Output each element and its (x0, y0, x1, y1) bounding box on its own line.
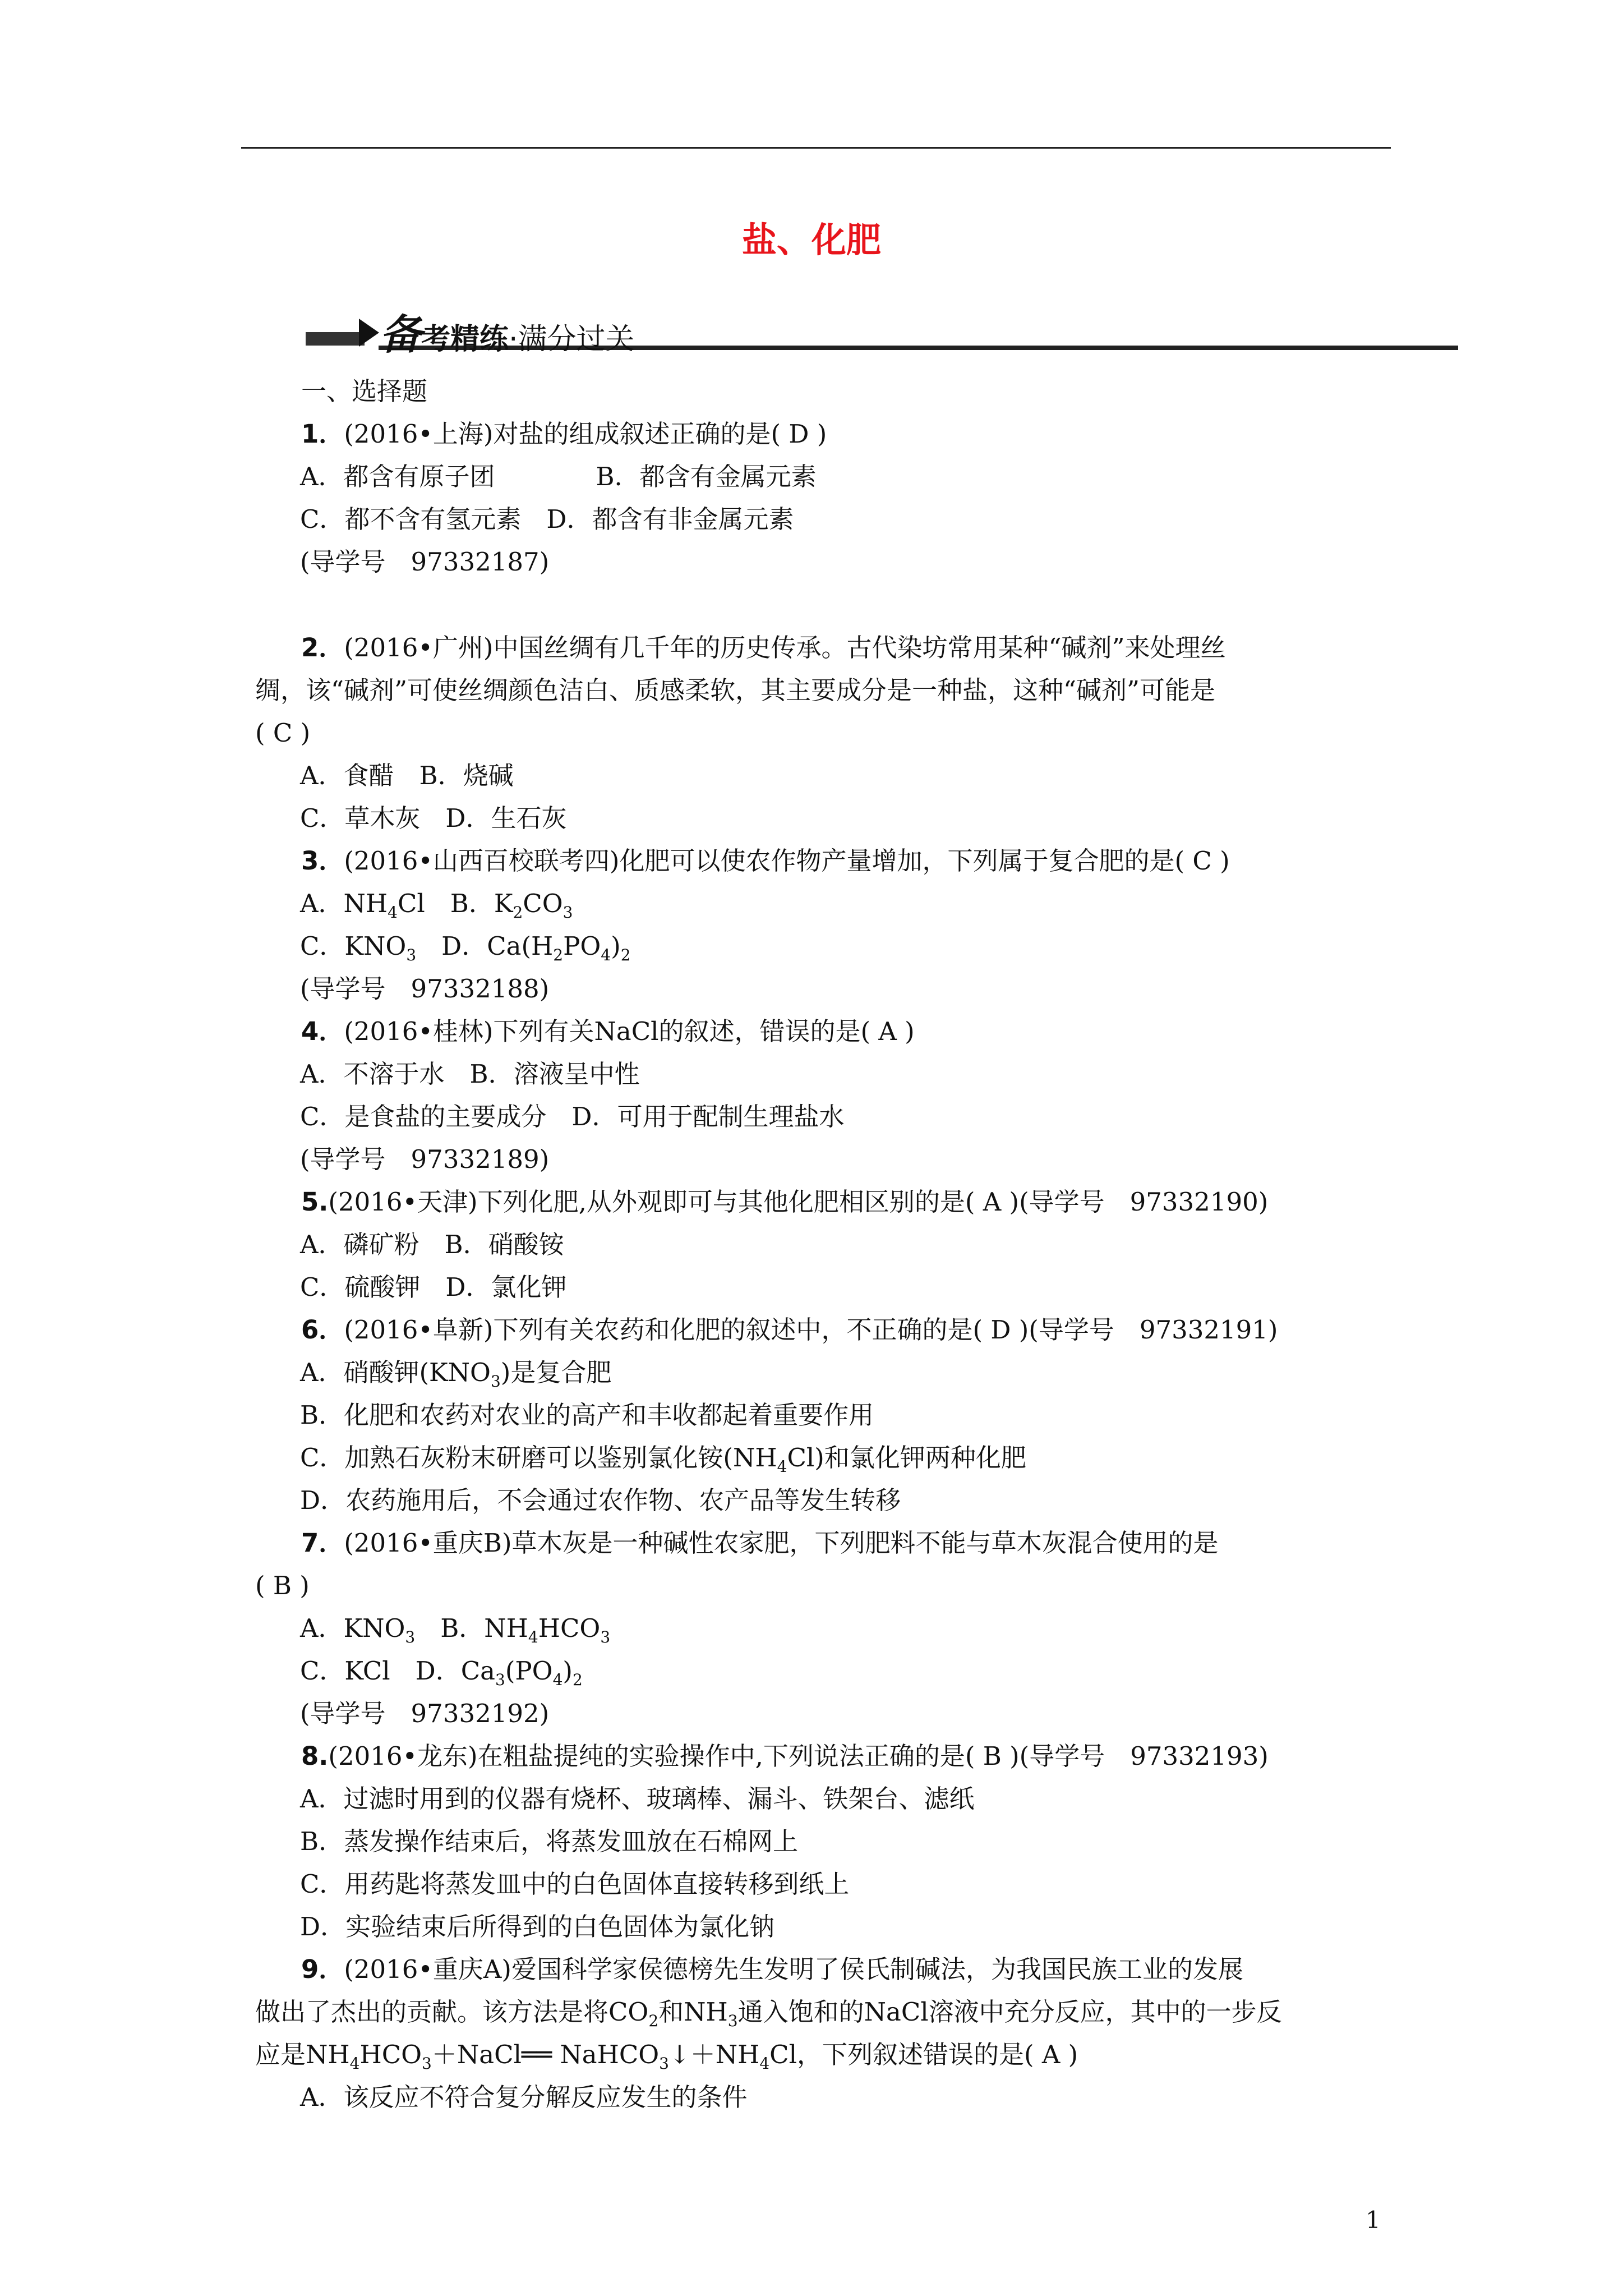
line-text: 绸，该“碱剂”可使丝绸颜色洁白、质感柔软，其主要成分是一种盐，这种“碱剂”可能是 (255, 675, 1216, 705)
banner-rest-text: 满分过关 (518, 323, 635, 356)
banner-prefix: 备 (380, 311, 421, 359)
option-line (300, 1100, 845, 1134)
question-text: (2016•山西百校联考四)化肥可以使农作物产量增加，下列属于复合肥的是( C ) (344, 846, 1230, 876)
option-line (300, 1057, 640, 1091)
option-line (300, 1910, 774, 1944)
option-line (300, 1825, 798, 1858)
line-text: A．磷矿粉 B．硝酸铵 (300, 1230, 564, 1259)
option-line: A．$NH_4Cl$ B．$K_2CO_3$ (300, 889, 573, 922)
line-text: ( C ) (255, 718, 311, 748)
question-number: 6． (301, 1315, 344, 1345)
option-line (300, 1271, 567, 1304)
question-number: 7． (301, 1528, 344, 1558)
header-rule (241, 147, 1391, 149)
option-line (300, 1228, 564, 1262)
question-2 (301, 631, 1226, 665)
line-text: A．都含有原子团 B．都含有金属元素 (300, 462, 817, 491)
line-text: D．实验结束后所得到的白色固体为氯化钠 (300, 1912, 775, 1941)
question-text-cont: 做出了杰出的贡献。该方法是将$CO_2$和$NH_3$通入饱和的NaCl溶液中充分反应，其中的一步反 (255, 1997, 1282, 2030)
line-text: C．都不含有氢元素 D．都含有非金属元素 (300, 504, 794, 534)
question-6 (301, 1313, 1278, 1347)
line-text: (导学号 97332192) (300, 1699, 550, 1728)
option-line: C．加熟石灰粉末研磨可以鉴别氯化铵$(NH_4Cl)$和氯化钾两种化肥 (300, 1443, 1026, 1476)
page-title: 盐、化肥 (741, 219, 881, 260)
question-text: (2016•阜新)下列有关农药和化肥的叙述中，不正确的是( D )(导学号 97332191) (344, 1315, 1278, 1345)
line-text: D．农药施用后，不会通过农作物、农产品等发生转移 (300, 1485, 901, 1515)
option-line (300, 2081, 748, 2114)
line-text: C．是食盐的主要成分 D．可用于配制生理盐水 (300, 1102, 845, 1131)
line-text: ( B ) (255, 1571, 310, 1600)
question-number: 8. (301, 1741, 329, 1771)
question-text: (2016•桂林)下列有关NaCl的叙述，错误的是( A ) (344, 1016, 915, 1046)
ref-number (300, 972, 549, 1006)
line-text: A．食醋 B．烧碱 (300, 761, 514, 790)
option-line: A．$KNO_3$ B．$NH_4HCO_3$ (300, 1613, 611, 1646)
question-number: 1． (301, 419, 344, 449)
option-line: C．KCl D．$Ca_3(PO_4)_2$ (300, 1656, 583, 1689)
option-line (300, 759, 514, 793)
line-text: (导学号 97332189) (300, 1144, 550, 1174)
option-line (300, 802, 567, 835)
ref-number (300, 1697, 549, 1731)
question-5 (301, 1185, 1268, 1219)
page-number: 1 (1366, 2206, 1381, 2234)
line-text: C．草木灰 D．生石灰 (300, 803, 567, 833)
question-text: (2016•广州)中国丝绸有几千年的历史传承。古代染坊常用某种“碱剂”来处理丝 (344, 633, 1226, 662)
line-text: 一、选择题 (301, 376, 428, 406)
option-line (300, 1867, 849, 1901)
line-text: B．化肥和农药对农业的高产和丰收都起着重要作用 (300, 1400, 874, 1430)
line-text: (导学号 97332188) (300, 974, 550, 1004)
answer-line (255, 716, 310, 750)
banner-separator: · (509, 323, 518, 356)
question-3 (301, 844, 1230, 878)
question-number: 2． (301, 633, 344, 662)
answer-line (255, 1569, 310, 1603)
question-text: (2016•重庆B)草木灰是一种碱性农家肥，下列肥料不能与草木灰混合使用的是 (344, 1528, 1219, 1558)
question-text: (2016•重庆A)爱国科学家侯德榜先生发明了侯氏制碱法，为我国民族工业的发展 (344, 1954, 1243, 1984)
question-number: 4． (301, 1016, 344, 1046)
question-9 (301, 1953, 1243, 1986)
option-line: C．$KNO_3$ D．$Ca(H_2PO_4)_2$ (300, 931, 631, 964)
question-text-cont: 应是$NH_4HCO_3+NaCl══$ $NaHCO_3↓+NH_4Cl$，下列叙述错误的是( A ) (255, 2040, 1078, 2073)
question-text: (2016•天津)下列化肥,从外观即可与其他化肥相区别的是( A )(导学号 97332190) (328, 1187, 1269, 1217)
line-text: A．该反应不符合复分解反应发生的条件 (300, 2082, 748, 2112)
question-1 (301, 417, 827, 451)
question-number: 5. (301, 1187, 329, 1217)
line-text: A．过滤时用到的仪器有烧杯、玻璃棒、漏斗、铁架台、滤纸 (300, 1784, 975, 1814)
question-number: 9． (301, 1954, 344, 1984)
option-line (300, 503, 794, 536)
question-7 (301, 1526, 1219, 1560)
question-text: (2016•上海)对盐的组成叙述正确的是( D ) (344, 419, 827, 449)
option-line (300, 1782, 975, 1816)
line-text: B．蒸发操作结束后，将蒸发皿放在石棉网上 (300, 1826, 799, 1856)
line-text: C．硫酸钾 D．氯化钾 (300, 1272, 567, 1302)
section-banner (306, 296, 1458, 359)
section-heading (301, 375, 427, 408)
question-8 (301, 1740, 1269, 1773)
line-text: (导学号 97332187) (300, 547, 550, 577)
option-line (300, 1484, 901, 1517)
option-line (300, 1398, 874, 1432)
question-text-cont (255, 674, 1215, 707)
question-number: 3． (301, 846, 344, 876)
question-4 (301, 1015, 915, 1048)
banner-label (380, 302, 635, 361)
banner-arrow-icon (359, 319, 379, 347)
banner-bold-text: 考精练 (421, 323, 509, 356)
line-text: C．用药匙将蒸发皿中的白色固体直接转移到纸上 (300, 1869, 850, 1899)
banner-bar-left (306, 332, 365, 346)
ref-number (300, 1143, 549, 1176)
ref-number (300, 545, 549, 579)
question-text: (2016•龙东)在粗盐提纯的实验操作中,下列说法正确的是( B )(导学号 97332193) (328, 1741, 1269, 1771)
option-line (300, 460, 817, 494)
line-text: A．不溶于水 B．溶液呈中性 (300, 1059, 640, 1089)
option-line: A．硝酸钾$(KNO_3)$是复合肥 (300, 1358, 612, 1391)
